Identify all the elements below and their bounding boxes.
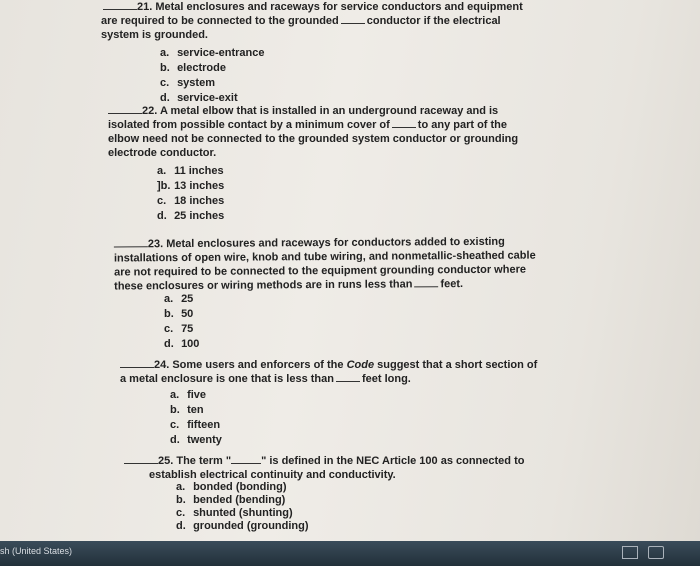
question-text: these enclosures or wiring methods are in runs less than xyxy=(114,278,413,293)
option xyxy=(170,388,222,403)
view-icon[interactable] xyxy=(622,546,638,559)
question-text: conductor if the electrical xyxy=(366,15,501,27)
option-letter: b. xyxy=(170,404,180,416)
option-text: 13 inches xyxy=(174,180,225,192)
option xyxy=(176,520,309,533)
question-25 xyxy=(124,454,524,482)
question-text: " is defined in the NEC Article 100 as connected to xyxy=(261,455,525,467)
question-text: isolated from possible contact by a minimum cover of xyxy=(108,119,390,131)
option-letter: b. xyxy=(176,494,186,506)
answer-blank xyxy=(120,358,154,368)
question-text: 23. Metal enclosures and raceways for conductors added to existing xyxy=(147,235,505,251)
question-text: are not required to be connected to the equipment grounding conductor where xyxy=(114,263,527,279)
option-text: 18 inches xyxy=(174,195,225,207)
option-letter: c. xyxy=(176,507,186,519)
option-letter: c. xyxy=(160,77,170,89)
option-letter: b. xyxy=(160,62,170,74)
option-text: 25 inches xyxy=(174,210,225,222)
option xyxy=(157,209,224,224)
question-22 xyxy=(108,104,518,160)
option-text: service-entrance xyxy=(177,47,265,59)
question-text: feet long. xyxy=(361,373,411,385)
option-text: 25 xyxy=(181,293,194,305)
option-text: 100 xyxy=(181,338,200,350)
question-text: suggest that a short section of xyxy=(377,359,538,371)
option-letter: c. xyxy=(170,419,180,431)
option xyxy=(170,418,222,433)
option xyxy=(170,403,222,418)
option-letter: d. xyxy=(160,92,170,104)
option-letter: d. xyxy=(157,210,167,222)
fill-blank xyxy=(392,118,416,128)
option xyxy=(157,194,224,209)
option-letter: a. xyxy=(160,47,170,59)
option xyxy=(164,307,199,322)
option-letter: a. xyxy=(157,165,167,177)
options-21 xyxy=(160,46,265,106)
question-text: system is grounded. xyxy=(101,29,208,41)
question-text: feet. xyxy=(440,278,464,291)
question-23 xyxy=(114,235,536,294)
option-text: 50 xyxy=(181,308,194,320)
option-text: bonded (bonding) xyxy=(193,481,287,493)
options-25 xyxy=(176,481,309,533)
question-text: to any part of the xyxy=(417,119,508,131)
question-24 xyxy=(120,358,537,386)
question-text: establish electrical continuity and conductivity. xyxy=(149,469,396,481)
option xyxy=(176,481,309,494)
option xyxy=(176,494,309,507)
option-text: bended (bending) xyxy=(193,494,286,506)
option-letter: c. xyxy=(157,195,167,207)
fill-blank xyxy=(336,372,360,382)
option xyxy=(160,76,265,91)
question-text: 24. Some users and enforcers of the xyxy=(154,359,344,371)
option-letter: d. xyxy=(176,520,186,532)
option-text: 11 inches xyxy=(174,165,224,177)
option-letter: a. xyxy=(176,481,186,493)
option-text: grounded (grounding) xyxy=(193,520,309,532)
language-indicator[interactable]: sh (United States) xyxy=(0,546,73,556)
question-text: electrode conductor. xyxy=(108,147,217,159)
option xyxy=(170,433,222,448)
option-letter: d. xyxy=(164,338,174,350)
option-letter: ]b. xyxy=(157,180,171,192)
question-text-italic: Code xyxy=(346,359,375,371)
option-letter: a. xyxy=(164,293,174,305)
question-text: 21. Metal enclosures and raceways for service conductors and equipment xyxy=(137,1,523,13)
layout-icon[interactable] xyxy=(648,546,664,559)
option xyxy=(164,322,199,337)
answer-blank xyxy=(124,454,158,464)
question-text: 25. The term " xyxy=(158,455,232,467)
question-text: elbow need not be connected to the grounded system conductor or grounding xyxy=(108,133,519,145)
fill-blank xyxy=(341,14,365,24)
option xyxy=(164,337,199,352)
option-text: twenty xyxy=(187,434,222,446)
option xyxy=(160,46,265,61)
question-text: are required to be connected to the grounded xyxy=(101,15,339,27)
option xyxy=(157,179,224,194)
option-text: ten xyxy=(187,404,204,416)
taskbar xyxy=(0,541,700,566)
option-text: system xyxy=(177,77,215,89)
option-text: electrode xyxy=(177,62,226,74)
option-letter: d. xyxy=(170,434,180,446)
option xyxy=(164,292,199,307)
option-text: service-exit xyxy=(177,92,238,104)
option-letter: a. xyxy=(170,389,180,401)
fill-blank xyxy=(414,277,438,287)
options-23 xyxy=(164,292,199,352)
option-letter: b. xyxy=(164,308,174,320)
answer-blank xyxy=(108,104,142,114)
option xyxy=(157,164,224,179)
option-text: five xyxy=(187,389,207,401)
question-text: installations of open wire, knob and tube wiring, and nonmetallic-sheathed cable xyxy=(113,249,536,265)
option-text: 75 xyxy=(181,323,194,335)
options-22 xyxy=(157,164,224,224)
fill-blank xyxy=(231,454,261,464)
answer-blank xyxy=(114,237,148,247)
question-21 xyxy=(101,0,523,42)
option-text: fifteen xyxy=(187,419,221,431)
options-24 xyxy=(170,388,222,448)
question-text: 22. A metal elbow that is installed in an underground raceway and is xyxy=(142,105,499,117)
option-text: shunted (shunting) xyxy=(193,507,293,519)
option-letter: c. xyxy=(164,323,174,335)
option xyxy=(176,507,309,520)
answer-blank xyxy=(103,0,137,10)
option xyxy=(160,61,265,76)
question-text: a metal enclosure is one that is less than xyxy=(120,373,334,385)
